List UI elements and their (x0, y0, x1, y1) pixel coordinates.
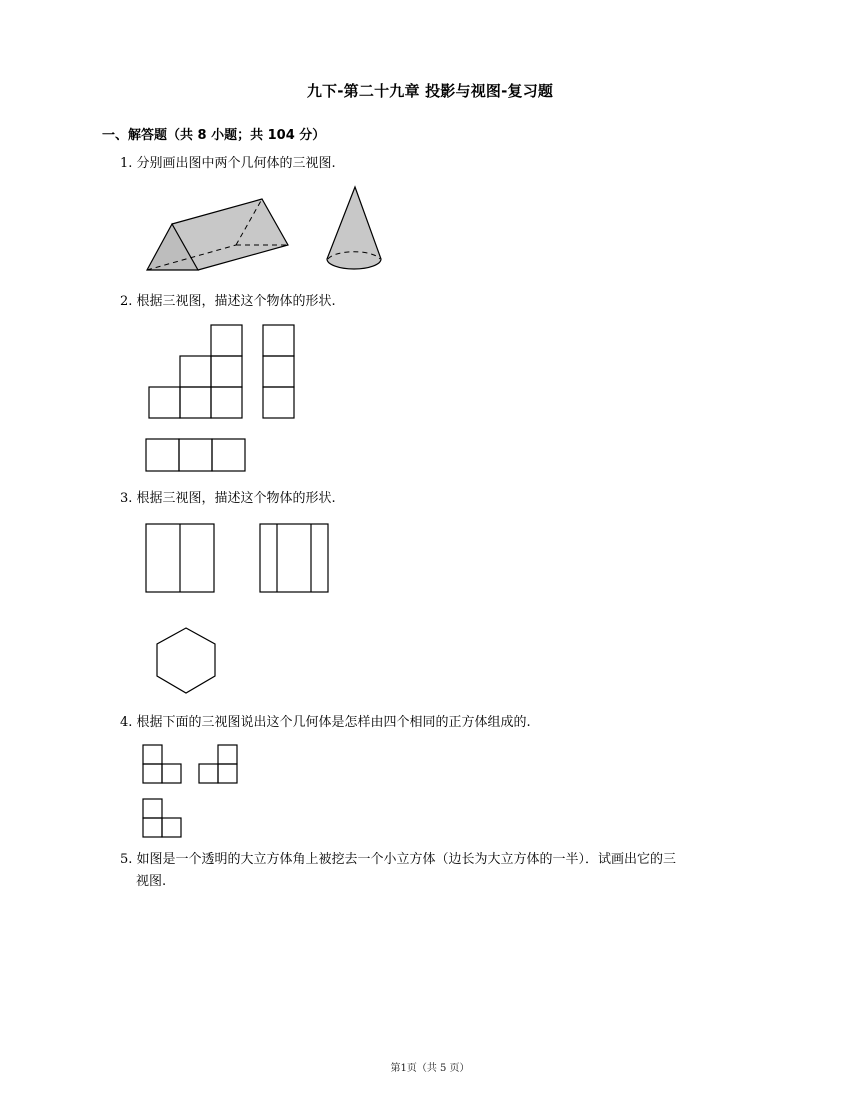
page-footer: 第1页（共 5 页） (390, 1063, 470, 1074)
front-view-l-shape (143, 745, 181, 783)
question-text: 根据三视图，描述这个物体的形状. (136, 491, 336, 506)
question-text: 根据下面的三视图说出这个几何体是怎样由四个相同的正方体组成的. (136, 715, 531, 730)
front-view-two-panels (146, 524, 214, 592)
question-number: 4. (120, 715, 133, 730)
triangular-prism-and-cone-figure (140, 182, 390, 277)
three-views-four-cubes-figure (140, 742, 245, 840)
question-number: 3. (120, 491, 133, 506)
top-view-l-shape (143, 799, 181, 837)
question-4 (120, 712, 770, 734)
question-1 (120, 153, 770, 175)
question-2 (120, 291, 770, 313)
question-number: 1. (120, 156, 133, 171)
three-views-staircase-figure (144, 322, 304, 477)
section-heading: 一、解答题（共 8 小题；共 104 分） (102, 128, 326, 143)
question-text: 根据三视图，描述这个物体的形状. (136, 294, 336, 309)
question-text: 分别画出图中两个几何体的三视图. (136, 156, 336, 171)
triangular-prism-shape (147, 199, 288, 270)
question-5 (120, 849, 770, 893)
question-3 (120, 488, 770, 510)
question-text-continued: 视图. (136, 874, 167, 889)
page-title: 九下-第二十九章 投影与视图-复习题 (306, 82, 554, 100)
front-view-staircase (149, 325, 242, 418)
side-view-l-shape (199, 745, 237, 783)
top-view-row (146, 439, 245, 471)
cone-shape (327, 187, 381, 269)
side-view-three-panels (260, 524, 328, 592)
top-view-hexagon (157, 628, 215, 693)
question-text: 如图是一个透明的大立方体角上被挖去一个小立方体（边长为大立方体的一半）．试画出它的三 (136, 852, 677, 867)
side-view-column (263, 325, 294, 418)
question-number: 5. (120, 852, 133, 867)
question-number: 2. (120, 294, 133, 309)
three-views-hexagonal-prism-figure (140, 518, 340, 700)
